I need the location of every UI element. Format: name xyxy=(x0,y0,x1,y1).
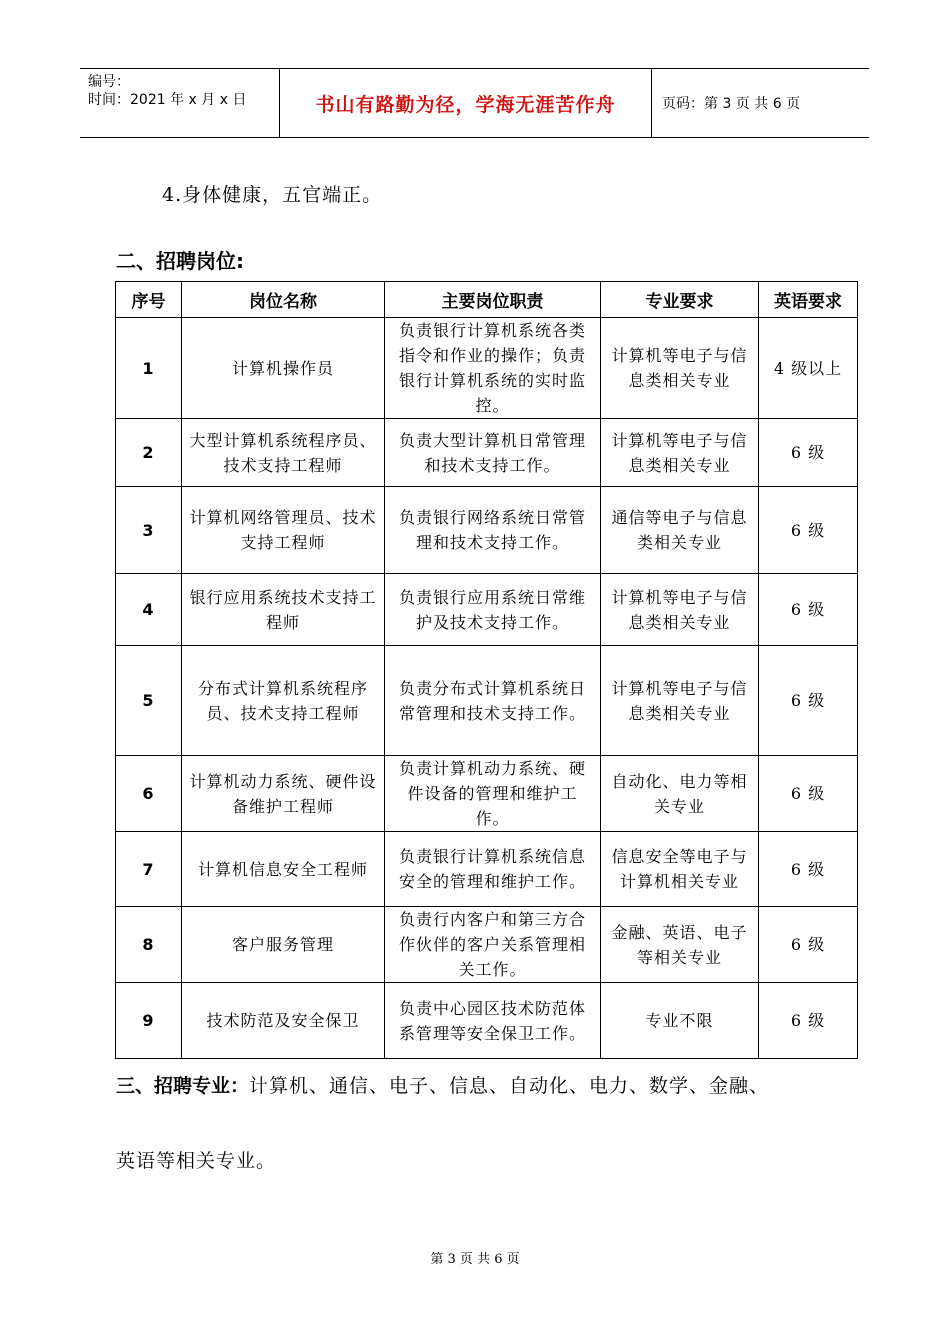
section-3-label: 三、招聘专业： xyxy=(116,1075,250,1097)
page-footer: 第 3 页 共 6 页 xyxy=(430,1252,520,1267)
cell-no: 8 xyxy=(116,907,182,983)
table-row xyxy=(116,832,858,907)
cell-major: 通信等电子与信息类相关专业 xyxy=(601,487,759,574)
cell-english: 6 级 xyxy=(759,487,858,574)
cell-name: 分布式计算机系统程序员、技术支持工程师 xyxy=(182,646,385,756)
cell-major: 金融、英语、电子等相关专业 xyxy=(601,907,759,983)
cell-no: 4 xyxy=(116,574,182,646)
cell-major: 计算机等电子与信息类相关专业 xyxy=(601,574,759,646)
cell-duty: 负责银行应用系统日常维护及技术支持工作。 xyxy=(385,574,601,646)
cell-major: 专业不限 xyxy=(601,983,759,1059)
cell-no: 6 xyxy=(116,756,182,832)
cell-name: 计算机信息安全工程师 xyxy=(182,832,385,907)
cell-major: 计算机等电子与信息类相关专业 xyxy=(601,419,759,487)
table-row xyxy=(116,756,858,832)
table-row xyxy=(116,318,858,419)
cell-name: 计算机网络管理员、技术支持工程师 xyxy=(182,487,385,574)
cell-duty: 负责中心园区技术防范体系管理等安全保卫工作。 xyxy=(385,983,601,1059)
positions-table xyxy=(115,281,858,1059)
col-header-duty: 主要岗位职责 xyxy=(385,282,601,318)
cell-duty: 负责行内客户和第三方合作伙伴的客户关系管理相关工作。 xyxy=(385,907,601,983)
cell-duty: 负责分布式计算机系统日常管理和技术支持工作。 xyxy=(385,646,601,756)
cell-english: 6 级 xyxy=(759,907,858,983)
number-label: 编号： xyxy=(88,74,130,90)
cell-major: 计算机等电子与信息类相关专业 xyxy=(601,646,759,756)
cell-major: 自动化、电力等相关专业 xyxy=(601,756,759,832)
cell-no: 3 xyxy=(116,487,182,574)
header-meta xyxy=(80,69,280,137)
cell-duty: 负责计算机动力系统、硬件设备的管理和维护工作。 xyxy=(385,756,601,832)
cell-no: 1 xyxy=(116,318,182,419)
cell-english: 6 级 xyxy=(759,574,858,646)
time-label: 时间：2021 年 x 月 x 日 xyxy=(88,92,247,108)
cell-no: 9 xyxy=(116,983,182,1059)
cell-english: 6 级 xyxy=(759,646,858,756)
header-motto: 书山有路勤为径，学海无涯苦作舟 xyxy=(280,69,652,137)
col-header-name: 岗位名称 xyxy=(182,282,385,318)
cell-name: 客户服务管理 xyxy=(182,907,385,983)
cell-duty: 负责大型计算机日常管理和技术支持工作。 xyxy=(385,419,601,487)
cell-name: 技术防范及安全保卫 xyxy=(182,983,385,1059)
header-page-label: 页码：第 3 页 共 6 页 xyxy=(662,96,801,112)
table-row xyxy=(116,574,858,646)
cell-english: 6 级 xyxy=(759,419,858,487)
table-row xyxy=(116,487,858,574)
cell-duty: 负责银行计算机系统各类指令和作业的操作；负责银行计算机系统的实时监控。 xyxy=(385,318,601,419)
table-row xyxy=(116,646,858,756)
section-2-title: 二、招聘岗位: xyxy=(116,249,244,273)
cell-name: 计算机操作员 xyxy=(182,318,385,419)
cell-major: 信息安全等电子与计算机相关专业 xyxy=(601,832,759,907)
cell-no: 5 xyxy=(116,646,182,756)
cell-duty: 负责银行计算机系统信息安全的管理和维护工作。 xyxy=(385,832,601,907)
table-row xyxy=(116,419,858,487)
cell-name: 计算机动力系统、硬件设备维护工程师 xyxy=(182,756,385,832)
table-row xyxy=(116,907,858,983)
col-header-major: 专业要求 xyxy=(601,282,759,318)
cell-name: 银行应用系统技术支持工程师 xyxy=(182,574,385,646)
col-header-no: 序号 xyxy=(116,282,182,318)
table-header-row xyxy=(116,282,858,318)
cell-english: 6 级 xyxy=(759,756,858,832)
page-header xyxy=(80,68,869,138)
cell-english: 4 级以上 xyxy=(759,318,858,419)
table-row xyxy=(116,983,858,1059)
requirement-item-4: 4.身体健康，五官端正。 xyxy=(162,184,383,206)
cell-name: 大型计算机系统程序员、技术支持工程师 xyxy=(182,419,385,487)
section-3-text: 计算机、通信、电子、信息、自动化、电力、数学、金融、 xyxy=(249,1075,770,1097)
cell-english: 6 级 xyxy=(759,832,858,907)
cell-no: 2 xyxy=(116,419,182,487)
cell-no: 7 xyxy=(116,832,182,907)
section-3-majors xyxy=(116,1071,769,1098)
cell-english: 6 级 xyxy=(759,983,858,1059)
cell-duty: 负责银行网络系统日常管理和技术支持工作。 xyxy=(385,487,601,574)
section-3-text-continued: 英语等相关专业。 xyxy=(116,1150,277,1172)
cell-major: 计算机等电子与信息类相关专业 xyxy=(601,318,759,419)
col-header-english: 英语要求 xyxy=(759,282,858,318)
